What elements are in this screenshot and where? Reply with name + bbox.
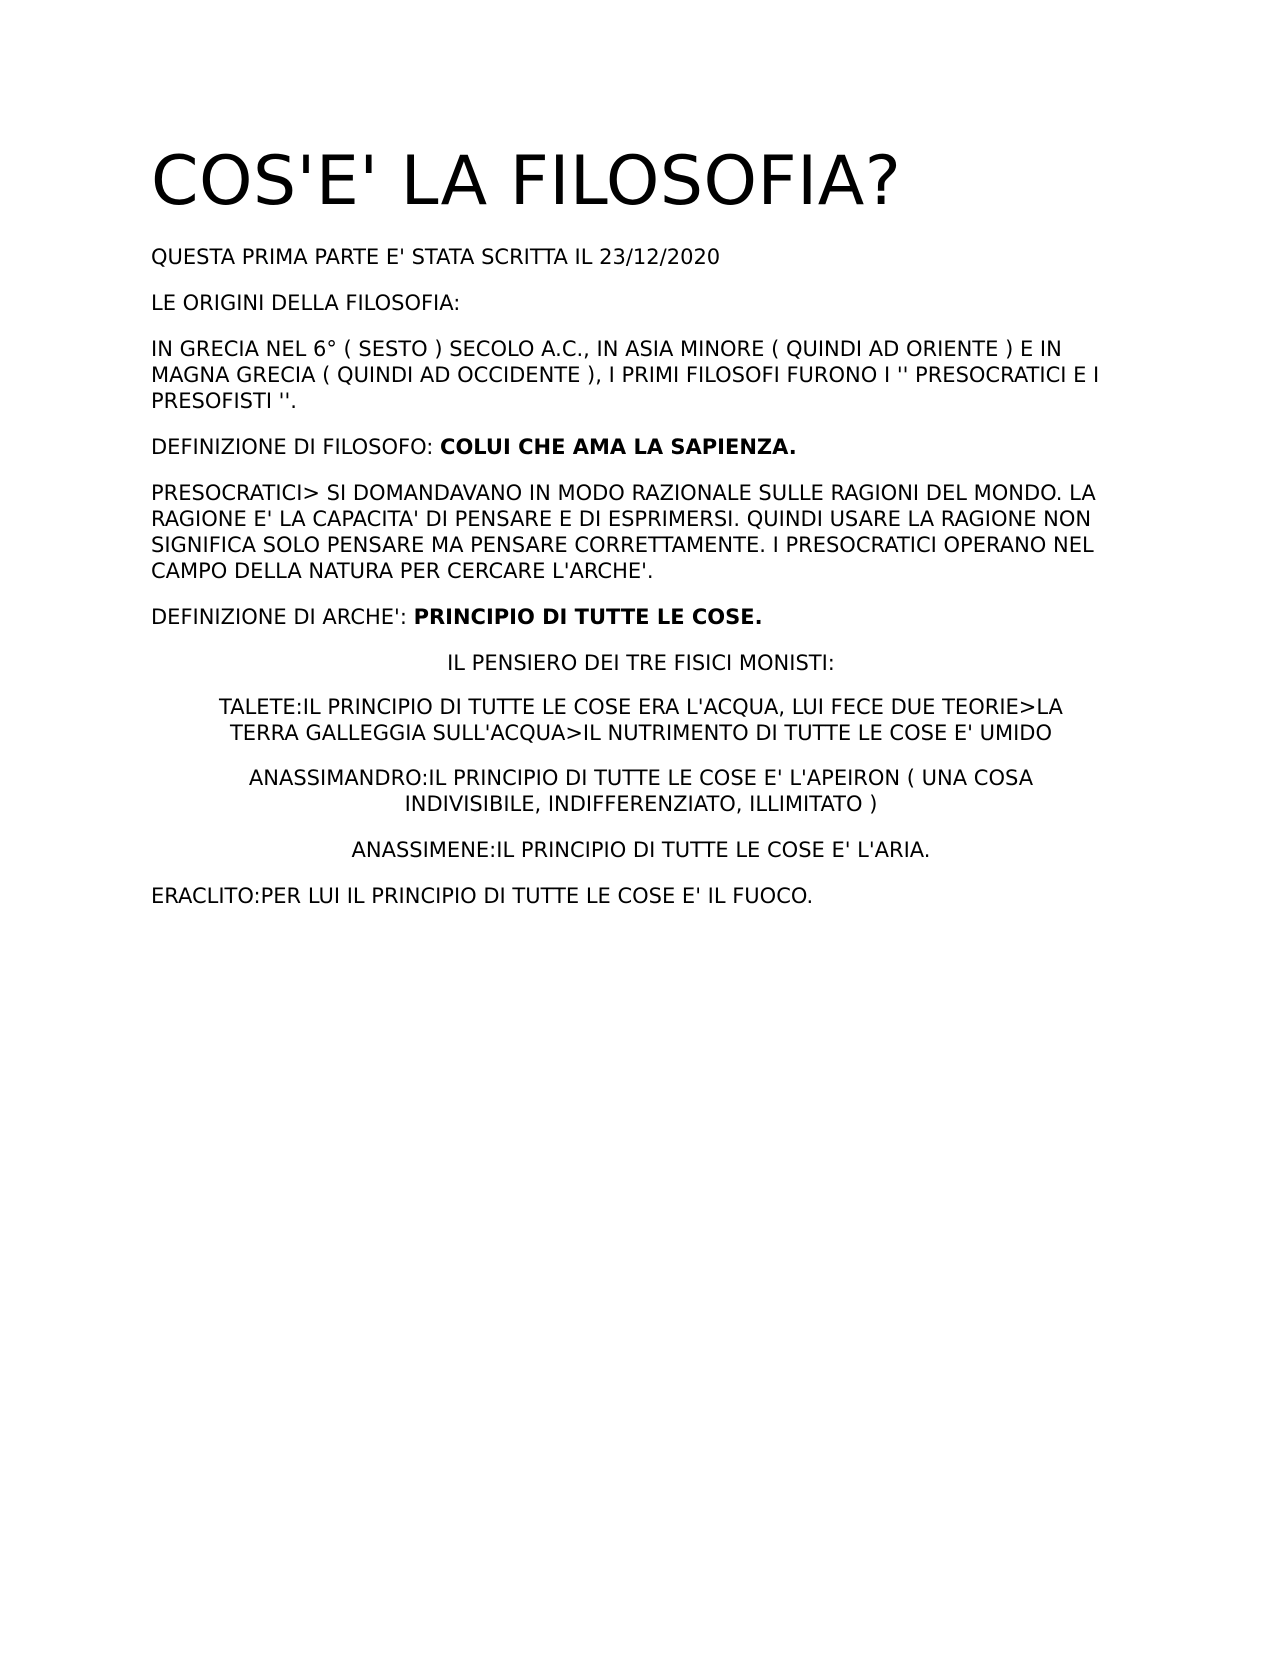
monisti-heading: IL PENSIERO DEI TRE FISICI MONISTI:: [447, 651, 835, 675]
talete-line-2: TERRA GALLEGGIA SULL'ACQUA>IL NUTRIMENTO DI TUTTE LE COSE E' UMIDO: [229, 721, 1052, 745]
eraclito-paragraph: ERACLITO:PER LUI IL PRINCIPIO DI TUTTE LE COSE E' IL FUOCO.: [151, 884, 814, 908]
definition-arche-value: PRINCIPIO DI TUTTE LE COSE.: [413, 605, 763, 629]
origins-heading: LE ORIGINI DELLA FILOSOFIA:: [151, 291, 461, 315]
definition-arche: [151, 604, 1131, 630]
document-title: COS'E' LA FILOSOFIA?: [151, 142, 902, 221]
definition-arche-label: DEFINIZIONE DI ARCHE':: [151, 605, 414, 629]
anassimene-paragraph: ANASSIMENE:IL PRINCIPIO DI TUTTE LE COSE E' L'ARIA.: [351, 838, 931, 862]
presocratici-paragraph: PRESOCRATICI> SI DOMANDAVANO IN MODO RAZIONALE SULLE RAGIONI DEL MONDO. LA RAGIONE E' LA CAPACITA' DI PENSARE E DI ESPRIMERSI. QUINDI USARE LA RAGIONE NON SIGNIFICA SOLO PENSARE MA PENSARE CORRETTAMENTE. I PRESOCRATICI OPERANO NEL CAMPO DELLA NATURA PER CERCARE L'ARCHE'.: [151, 481, 1096, 583]
origins-paragraph: IN GRECIA NEL 6° ( SESTO ) SECOLO A.C., IN ASIA MINORE ( QUINDI AD ORIENTE ) E IN MAGNA GRECIA ( QUINDI AD OCCIDENTE ), I PRIMI FILOSOFI FURONO I '' PRESOCRATICI E I PRESOFISTI ''.: [151, 337, 1100, 413]
anassimandro-line-1: ANASSIMANDRO:IL PRINCIPIO DI TUTTE LE COSE E' L'APEIRON ( UNA COSA: [248, 766, 1034, 790]
definition-filosofo: [151, 434, 1131, 460]
date-line: QUESTA PRIMA PARTE E' STATA SCRITTA IL 23/12/2020: [151, 245, 721, 269]
definition-filosofo-value: COLUI CHE AMA LA SAPIENZA.: [440, 435, 797, 459]
talete-line-1: TALETE:IL PRINCIPIO DI TUTTE LE COSE ERA L'ACQUA, LUI FECE DUE TEORIE>LA: [219, 695, 1063, 719]
document-page: [151, 142, 1131, 909]
definition-filosofo-label: DEFINIZIONE DI FILOSOFO:: [151, 435, 441, 459]
anassimandro-line-2: INDIVISIBILE, INDIFFERENZIATO, ILLIMITATO ): [404, 792, 878, 816]
anassimandro-paragraph: [151, 765, 1131, 817]
talete-paragraph: [151, 694, 1131, 746]
